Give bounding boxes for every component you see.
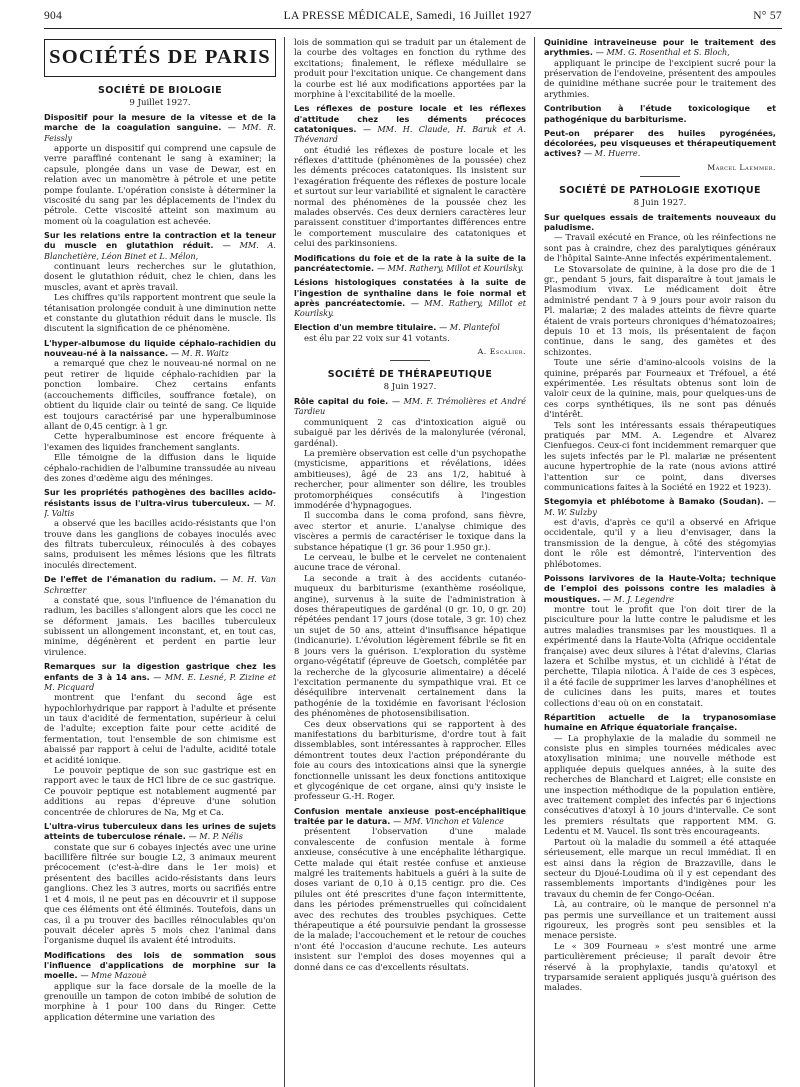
communication-item <box>294 806 526 972</box>
communication-item <box>544 37 776 99</box>
communication-authors: — M. Plantefol <box>439 322 500 333</box>
communication-paragraph: montrent que l'enfant du second âge est hypochlorhydrique par rapport à l'adulte et présente un taux d'acidité de fermentation, supérieur à celui de l'adulte; exception faite pour cette acidité de fermentation, tout l'ensemble de son chimisme est abaissé par rapport à celui de l'adulte, acidité totale et acidité ionique. <box>44 692 276 765</box>
communication-title <box>44 661 276 692</box>
communication-title <box>44 574 276 595</box>
session-date-pathologie: 8 Juin 1927. <box>633 197 687 208</box>
communication-paragraph: Le Stovarsolate de quinine, à la dose pro die de 1 gr., pendant 5 jours, fait disparaître à tout jamais le Plasmodium vivax. Le médicament doit être administré pendant 7 à 9 jours pour avoir raison du Pl. malariæ; 2 des malades atteints de fièvre quarte étaient de vrais porteurs chroniques d'hématozoaires; depuis 10 et 13 mois, ils présentaient de façon continue, dans le sang, des gamètes et des schizontes. <box>544 263 776 357</box>
communication-item <box>544 496 776 569</box>
communication-authors: — M. J. Valtis <box>44 497 276 518</box>
communication-title-text: Remarques sur la digestion gastrique chez les enfants de 3 à 14 ans. <box>44 661 276 682</box>
communication-item <box>44 661 276 817</box>
communication-paragraph: Les chiffres qu'ils rapportent montrent que seule la tétanisation prolongée conduit à une diminution nette et constante du glutathion réduit dans le muscle. Ils discutent la signification de ce phénomène. <box>44 292 276 334</box>
communication-paragraph: Partout où la maladie du sommeil a été attaquée sérieusement, elle marque un recul immédiat. Il en est ainsi dans la région de Brazzaville, dans le secteur du Djoué-Loudima où il y est cependant des rassemblements importants d'indigènes pour les travaux du chemin de fer Congo-Océan. <box>544 836 776 899</box>
communication-item <box>44 821 276 946</box>
communication-paragraph: apporte un dispositif qui comprend une capsule de verre paraffiné contenant le sang à examiner; la capsule, plongée dans un vase de Dewar, est en relation avec un manomètre à pétrole et une petite pompe foulante. L'opération consiste à déterminer la viscosité du sang par les déplacements de l'index du pétrole. Cette viscosité atteint son maximum au moment où la coagulation est achevée. <box>44 142 276 226</box>
communication-authors: — Mme Mazouè <box>80 970 147 981</box>
signature-laemmer: Marcel Laemmer. <box>707 162 776 172</box>
communication-title <box>44 112 276 143</box>
journal-title: LA PRESSE MÉDICALE, Samedi, 16 Juillet 1927 <box>283 10 532 22</box>
communication-authors: — M. Huerre. <box>584 148 641 159</box>
communication-title-text: Confusion mentale anxieuse post-encéphalitique traitée par le datura. <box>294 805 526 827</box>
communication-title <box>544 212 776 233</box>
communication-title <box>44 230 276 261</box>
continued-paragraph: lois de sommation qui se traduit par un étalement de la courbe des voltages en fonction du rythme des excitations; finalement, le réflexe médullaire se produit pour l'excitation unique. Ce changement dans la courbe est lié aux modifications apportées par la morphine à l'excitabilité de la moelle. <box>294 37 526 100</box>
communication-authors: — MM. F. Trémolières et André Tardieu <box>294 396 526 417</box>
communication-title-text: Stegomyia et phlébotome à Bamako (Soudan). <box>544 496 764 507</box>
communication-authors: — MM. R. Feissly <box>44 122 276 143</box>
communication-title <box>544 573 776 604</box>
communication-paragraph: continuant leurs recherches sur le glutathion, dosent le glutathion réduit, chez le chien, dans les muscles, avant et après travail. <box>44 261 276 292</box>
communication-title-text: Modifications du foie et de la rate à la suite de la pancréatectomie. <box>294 252 526 273</box>
communication-title-text: Sur les propriétés pathogènes des bacilles acido-résistants issus de l'ultra-virus tuberculeux. <box>44 487 276 508</box>
communication-title-text: Sur les relations entre la contraction et la teneur du muscle en glutathion réduit. <box>44 230 276 251</box>
communication-title <box>294 396 526 417</box>
communication-paragraph: appliquant le principe de l'excipient sucré pour la préservation de l'endoveine, présentent des ampoules de quinidine méthane sucrée pour le traitement des arythmies. <box>544 57 776 99</box>
communication-title-text: Répartition actuelle de la trypanosomiase humaine en Afrique équatoriale française. <box>544 712 776 733</box>
col1-items <box>44 112 276 1022</box>
col2-items2 <box>294 396 526 972</box>
col3-items <box>544 37 776 159</box>
communication-authors: — MM. G. Rosenthal et S. Bloch, <box>595 47 730 58</box>
communication-title-text: Election d'un membre titulaire. <box>294 322 437 333</box>
communication-title-text: Modifications des lois de sommation sous l'influence d'applications de morphine sur la moelle. <box>44 949 276 981</box>
col2-items <box>294 103 526 343</box>
communication-title <box>544 712 776 733</box>
session-date: 9 Juillet 1927. <box>129 98 191 108</box>
communication-item <box>44 112 276 226</box>
communication-title-text: Poissons larvivores de la Haute-Volta; technique de l'emploi des poissons contre les maladies à moustiques. <box>544 573 776 604</box>
communication-item <box>294 277 526 318</box>
society-heading-biologie: SOCIÉTÉ DE BIOLOGIE <box>98 85 222 96</box>
communication-title <box>44 821 276 842</box>
communication-item <box>294 253 526 274</box>
communication-item <box>44 950 276 1023</box>
communication-title <box>544 37 776 58</box>
section-banner: SOCIÉTÉS DE PARIS <box>44 39 276 77</box>
communication-title <box>294 253 526 274</box>
communication-paragraph: a constaté que, sous l'influence de l'émanation du radium, les bacilles s'allongent alors que les cocci ne se déforment jamais. Les bacilles tuberculeux subissent un allongement inconstant, et, en tout cas, minime, dégénèrent et perdent en partie leur virulence. <box>44 594 276 657</box>
society-heading-therapeutique: SOCIÉTÉ DE THÉRAPEUTIQUE <box>327 369 493 381</box>
col2-lead <box>294 37 526 99</box>
communication-item <box>44 487 276 570</box>
communication-title-text: Peut-on préparer des huiles pyrogénées, décolorées, peu visqueuses et thérapeutiquement actives? <box>544 127 776 159</box>
communication-item <box>544 128 776 159</box>
communication-title <box>544 103 776 124</box>
communication-item <box>544 573 776 708</box>
communication-title <box>44 950 276 981</box>
communication-title <box>294 806 526 827</box>
communication-title-text: Dispositif pour la mesure de la vitesse et de la marche de la coagulation sanguine. <box>44 112 276 133</box>
communication-authors: — M. H. Van Schrœtter <box>44 574 276 595</box>
communication-paragraph: Là, au contraire, où le manque de personnel n'a pas permis une surveillance et un traitement aussi rigoureux, les progrès sont peu sensibles et la menace persiste. <box>544 899 776 941</box>
communication-item <box>44 230 276 334</box>
communication-title-text: Contribution à l'étude toxicologique et pathogénique du barbiturisme. <box>544 103 776 124</box>
communication-paragraph: est élu par 22 voix sur 41 votants. <box>304 332 450 343</box>
communication-title-text: Lésions histologiques constatées à la suite de l'ingestion de synthaline dans le foie normal et après pancréatectomie. <box>294 277 526 308</box>
communication-paragraph: — La prophylaxie de la maladie du sommeil ne consiste plus en simples tournées médicales avec atoxylisation minima; une nouvelle méthode est appliquée depuis quelques années, à la suite des recherches de Blanchard et Laigret; elle consiste en une inspection méthodique de la population entière, avec traitement complet des infectés par 6 injections consécutives d'atoxyl à 10 jours d'intervalle. Ce sont les premiers résultats que rapportent MM. G. Ledentu et M. Vaucel. Ils sont très encourageants. <box>544 732 776 837</box>
session-date-therapeutique: 8 Juin 1927. <box>383 382 437 393</box>
section-divider <box>640 176 680 177</box>
three-column-body <box>44 37 782 1087</box>
communication-paragraph: communiquent 2 cas d'intoxication aiguë ou subaiguë par les dérivés de la malonylurée (véronal, gardénal). <box>294 416 526 448</box>
communication-paragraph: constate que sur 6 cobayes injectés avec une urine bacillifère filtrée sur bougie L2, 3 animaux meurent précocement (c'est-à-dire dans le 1er mois) et présentent des bacilles acido-résistants dans leurs ganglions. Chez les 3 autres, morts ou sacrifiés entre 1 et 4 mois, il ne peut pas en découvrir et il suppose que ces éléments ont été éliminés. Toutefois, dans un cas, il a pu trouver des bacilles réinoculables qu'on pouvait déceler après 5 mois chez l'animal dans l'organisme duquel ils avaient été introduits. <box>44 841 276 946</box>
communication-item <box>294 322 526 343</box>
communication-item <box>544 712 776 993</box>
communication-paragraph: Toute une série d'amino-alcools voisins de la quinine, préparés par Fourneaux et Tréfouel, a été expérimentée. Les résultats obtenus sont loin de valoir ceux de la quinine, mais, pour quelques-uns de ces corps synthétiques, ils ne sont pas dénués d'intérêt. <box>544 357 776 420</box>
communication-paragraph: Il succomba dans le coma profond, sans fièvre, avec stertor et anurie. L'analyse chimique des viscères a permis de caractériser le toxique dans la substance hépatique (1 gr. 36 pour 1.950 gr.). <box>294 510 526 552</box>
communication-authors: — MM. E. Lesné, P. Zizine et M. Picquard <box>44 671 276 692</box>
communication-item <box>44 574 276 657</box>
communication-authors: — M. J. Legendre <box>602 593 675 604</box>
communication-paragraph: applique sur la face dorsale de la moelle de la grenouille un tampon de coton imbibé de solution de morphine à 1 pour 100 dans du Ringer. Cette application détermine une variation des <box>44 980 276 1022</box>
communication-item <box>294 396 526 802</box>
communication-title-text: Quinidine intraveineuse pour le traitement des arythmies. <box>544 37 776 58</box>
communication-paragraph: Tels sont les intéressants essais thérapeutiques pratiqués par MM. A. Legendre et Alvarez Cienfuegos. Ceux-ci font incidemment remarquer que les sujets infectés par le Pl. malariæ ne présentent aucune hypertrophie de la rate (nous avions attiré l'attention sur ce point, dans diverses communications faites à la Société en 1922 et 1923). <box>544 419 776 493</box>
communication-item <box>294 103 526 248</box>
communication-authors: — MM. Vinchon et Valence <box>393 816 504 827</box>
col3-items2 <box>544 212 776 993</box>
communication-paragraph: Le « 309 Fourneau » s'est montré une arme particulièrement précieuse; il paraît devoir être réservé à la prophylaxie, tandis qu'atoxyl et tryparsamide seraient appliqués jusqu'à guérison des malades. <box>544 940 776 993</box>
communication-paragraph: La première observation est celle d'un psychopathe (mysticisme, apparitions et révélations, idées ambitieuses), âgé de 23 ans 1/2, habitué à rechercher, pour alimenter son délire, les troubles protomorphéiques consécutifs à l'ingestion immodérée d'hypnagogues. <box>294 447 526 511</box>
communication-title-text: L'ultra-virus tuberculeux dans les urines de sujets atteints de tuberculose rénale. <box>44 821 276 842</box>
communication-item <box>544 212 776 493</box>
communication-title <box>294 277 526 318</box>
communication-paragraph: présentent l'observation d'une malade convalescente de confusion mentale à forme anxieuse, consécutive à une encéphalite léthargique. Cette malade qui était restée confuse et anxieuse malgré les traitements habituels a guéri à la suite de doses variant de 0,10 à 0,15 centigr. pro die. Ces pilules ont été prescrites d'une façon intermittente, dans les périodes prémenstruelles qui coïncidaient avec des rechutes des troubles psychiques. Cette thérapeutique a été poursuivie pendant la grossesse de la malade; l'accouchement et le retour de couches n'ont été l'occasion d'aucune rechute. Les auteurs insistent sur l'emploi des doses moyennes qui a donné dans ce cas d'excellents résultats. <box>294 826 526 972</box>
column-1 <box>44 37 276 1087</box>
communication-item <box>44 338 276 483</box>
communication-paragraph: Le pouvoir peptique de son suc gastrique est en rapport avec le taux de HCl libre de ce suc gastrique. Ce pouvoir peptique est notablement augmenté par additions au repas d'épreuve d'une solution concentrée de chlorures de Na, Mg et Ca. <box>44 765 276 817</box>
communication-authors: — MM. Rathery, Millot et Kourilsky. <box>376 262 524 273</box>
communication-title-text: Les réflexes de posture locale et les réflexes d'attitude chez les déments précoces catatoniques. <box>294 103 526 135</box>
communication-paragraph: est d'avis, d'après ce qu'il a observé en Afrique occidentale, qu'il y a lieu d'envisager, dans la transmission de la dengue, à côté des stégomyias dont le rôle est démontré, l'intervention des phlébotomes. <box>544 517 776 569</box>
issue-number: N° 57 <box>753 10 782 22</box>
communication-paragraph: Le cerveau, le bulbe et le cervelet ne contenaient aucune trace de véronal. <box>294 552 526 573</box>
society-heading-pathologie-exotique: SOCIÉTÉ DE PATHOLOGIE EXOTIQUE <box>559 184 761 196</box>
communication-authors: — MM. A. Blanchetière, Léon Binet et L. Mélon, <box>44 240 276 261</box>
communication-title-text: De l'effet de l'émanation du radium. <box>44 574 217 585</box>
communication-authors: — M. W. Sulzby <box>544 496 776 517</box>
communication-authors: — MM. Rathery, Millot et Kourilsky. <box>294 297 526 319</box>
communication-authors: — M. R. Waitz <box>170 348 229 359</box>
communication-paragraph: La seconde a trait à des accidents cutanéo-muqueux du barbiturisme (exanthème roséolique, angine), survenus à la suite de l'administration à doses thérapeutiques de gardénal (0 gr. 10, 0 gr. 20) répétées pendant 17 jours (dose totale, 3 gr. 10) chez un sujet de 50 ans, atteint d'insuffisance hépatique (indicanurie). L'évolution légèrement fébrile se fit en 8 jours vers la guérison. L'exploration du système organo-végétatif (épreuve de Goetsch, complétée par la recherche de la glycosurie alimentaire) a décelé l'excitation permanente du sympathique vrai. Et ce déséquilibre intervenait certainement dans la pathogénie de la toxidémie en favorisant l'éclosion des phénomènes de photosensibilisation. <box>294 572 526 719</box>
running-header <box>44 10 782 29</box>
communication-paragraph: Cette hyperalbuminose est encore fréquente à l'examen des liquides franchement sanglants. <box>44 431 276 452</box>
communication-paragraph: ont étudié les réflexes de posture locale et les réflexes d'attitude (phénomènes de la poussée) chez les déments précoces catatoniques. Ils insistent sur l'exagération fréquente des réflexes de posture locale et surtout sur leur variabilité et signalent le caractère normal des phénomènes de la poussée chez les malades observés. Ces deux derniers caractères leur paraissent constituer d'importantes différences entre le comportement musculaire des catatoniques et celui des parkinsoniens. <box>294 144 526 249</box>
communication-title <box>44 487 276 518</box>
communication-paragraph: Elle témoigne de la diffusion dans le liquide céphalo-rachidien de l'albumine transsudée au niveau des zones d'œdème aigu des méninges. <box>44 452 276 483</box>
column-2 <box>294 37 526 1087</box>
communication-title <box>544 496 776 517</box>
communication-item <box>544 103 776 124</box>
signature-escalier: A. Escalier. <box>477 347 526 357</box>
communication-paragraph: a observé que les bacilles acido-résistants que l'on trouve dans les ganglions de cobayes inoculés avec des filtrats tuberculeux, réinoculés à des cobayes sains, produisent les mêmes lésions que les filtrats inoculés directement. <box>44 518 276 570</box>
section-divider <box>390 360 430 361</box>
page-number: 904 <box>44 10 63 22</box>
communication-title <box>44 338 276 359</box>
communication-title <box>294 103 526 144</box>
communication-title-text: L'hyper-albumose du liquide céphalo-rachidien du nouveau-né à la naissance. <box>44 337 276 359</box>
communication-paragraph: — Travail exécuté en France, où les réinfections ne sont pas à craindre, chez des paralytiques généraux de l'hôpital Sainte-Anne infectés expérimentalement. <box>544 232 776 264</box>
communication-title-text: Sur quelques essais de traitements nouveaux du paludisme. <box>544 211 776 232</box>
communication-title-text: Rôle capital du foie. <box>294 396 389 407</box>
communication-title <box>294 322 526 332</box>
communication-title <box>544 128 776 159</box>
communication-authors: — M. P. Nélis <box>188 831 243 842</box>
communication-paragraph: Ces deux observations qui se rapportent à des manifestations du barbiturisme, d'ordre tout à fait dissemblables, sont intéressantes à rapprocher. Elles démontrent toutes deux l'action prépondérante du foie au cours des intoxications ainsi que la synergie fonctionnelle unissant les deux fonctions antitoxique et glycogénique de cet organe, ainsi qu'y insiste le professeur G.-H. Roger. <box>294 718 526 802</box>
communication-paragraph: a remarqué que chez le nouveau-né normal on ne peut retirer de liquide céphalo-rachidien par la ponction lombaire. Chez certains enfants (accouchements difficiles, souffrance fœtale), on obtient du liquide clair ou teinté de sang. Ce liquide est toujours caractérisé par une hyperalbuminose allant de 0,45 centigr. à 1 gr. <box>44 358 276 431</box>
column-3 <box>544 37 776 1087</box>
communication-paragraph: montre tout le profit que l'on doit tirer de la pisciculture pour la lutte contre le paludisme et les autres maladies transmises par les moustiques. Il a expérimenté dans la Haute-Volta (Afrique occidentale française) avec deux silures à l'état d'alevins, Clarias lazera et Schilbe mystus, et un cichlidé à l'état de perchette, Tilapia nilotica. À l'aide de ces 3 espèces, il a été facile de supprimer les larves d'anophélines et de culicines dans les puits, mares et toutes collections d'eau où on en constatait. <box>544 603 776 708</box>
communication-authors: — MM. H. Claude, H. Baruk et A. Thévenard <box>294 124 526 145</box>
